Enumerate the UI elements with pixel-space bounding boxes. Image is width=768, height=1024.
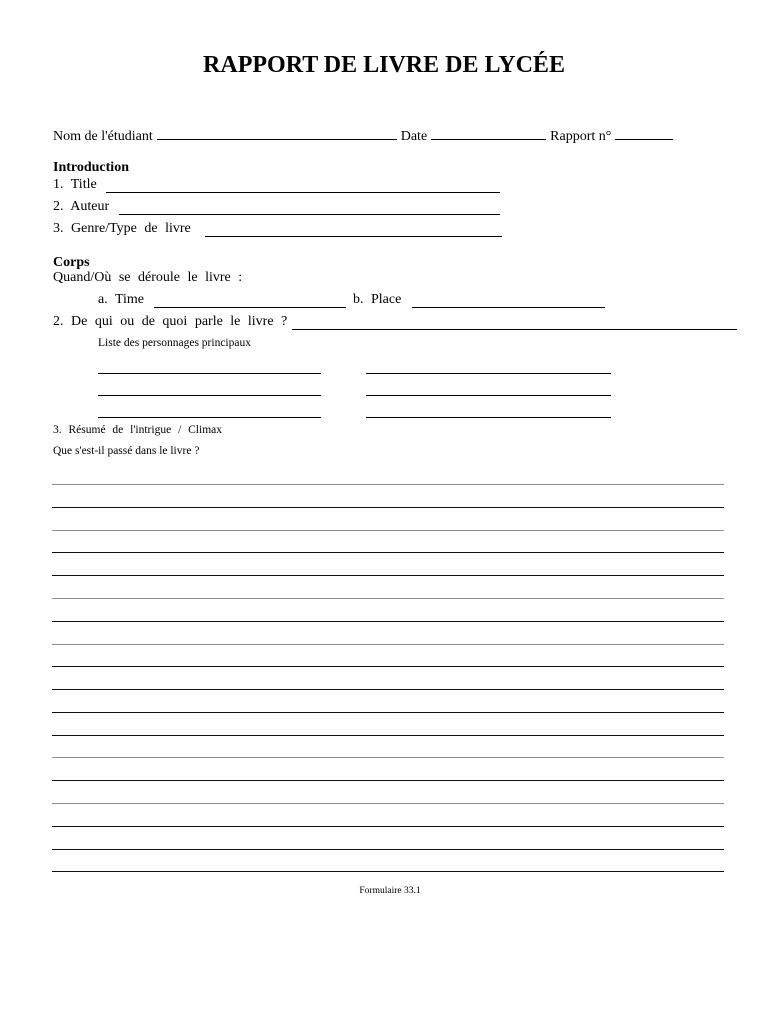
student-name-label: Nom de l'étudiant: [53, 129, 153, 144]
intro-item-number: 2.: [53, 199, 64, 214]
writing-line[interactable]: [52, 849, 724, 850]
page-title: RAPPORT DE LIVRE DE LYCÉE: [203, 52, 565, 78]
intro-item-author: [53, 199, 109, 215]
character-field[interactable]: [98, 373, 321, 374]
writing-line[interactable]: [52, 803, 724, 804]
writing-line[interactable]: [52, 484, 724, 485]
character-field[interactable]: [366, 373, 611, 374]
student-name-field[interactable]: [157, 127, 397, 140]
writing-line[interactable]: [52, 757, 724, 758]
question-2: 2. De qui ou de quoi parle le livre ?: [53, 314, 288, 329]
intro-item-label: Title: [70, 177, 97, 192]
writing-line[interactable]: [52, 666, 724, 667]
writing-line[interactable]: [52, 871, 724, 872]
time-field[interactable]: [154, 307, 346, 308]
header-row: [53, 127, 677, 145]
intro-item-number: 3.: [53, 221, 64, 236]
writing-line[interactable]: [52, 735, 724, 736]
writing-line[interactable]: [52, 780, 724, 781]
date-label: Date: [400, 129, 428, 144]
writing-line[interactable]: [52, 575, 724, 576]
report-number-label: Rapport n°: [550, 129, 612, 144]
author-field[interactable]: [119, 214, 500, 215]
character-field[interactable]: [98, 395, 321, 396]
intro-item-title: [53, 177, 97, 193]
writing-line[interactable]: [52, 530, 724, 531]
writing-line[interactable]: [52, 689, 724, 690]
character-field[interactable]: [98, 417, 321, 418]
characters-label: Liste des personnages principaux: [98, 337, 251, 349]
intro-item-genre: [53, 221, 191, 237]
writing-line[interactable]: [52, 644, 724, 645]
writing-line[interactable]: [52, 598, 724, 599]
subject-field[interactable]: [292, 329, 737, 330]
character-field[interactable]: [366, 417, 611, 418]
when-where-question: Quand/Où se déroule le livre :: [53, 270, 243, 285]
time-label: a. Time: [98, 292, 145, 307]
writing-line[interactable]: [52, 507, 724, 508]
intro-item-label: Auteur: [70, 199, 110, 214]
form-number: Formulaire 33.1: [359, 886, 421, 896]
place-label: b. Place: [353, 292, 402, 307]
place-field[interactable]: [412, 307, 605, 308]
writing-line[interactable]: [52, 552, 724, 553]
title-field[interactable]: [106, 192, 500, 193]
genre-field[interactable]: [205, 236, 502, 237]
introduction-heading: Introduction: [53, 160, 129, 175]
intro-item-label: Genre/Type de livre: [71, 221, 191, 236]
writing-line[interactable]: [52, 826, 724, 827]
writing-line[interactable]: [52, 621, 724, 622]
date-field[interactable]: [431, 127, 546, 140]
question-3: 3. Résumé de l'intrigue / Climax: [53, 424, 222, 436]
intro-item-number: 1.: [53, 177, 64, 192]
corps-heading: Corps: [53, 255, 90, 270]
character-field[interactable]: [366, 395, 611, 396]
question-3-subtitle: Que s'est-il passé dans le livre ?: [53, 445, 200, 457]
report-number-field[interactable]: [615, 127, 673, 140]
writing-line[interactable]: [52, 712, 724, 713]
